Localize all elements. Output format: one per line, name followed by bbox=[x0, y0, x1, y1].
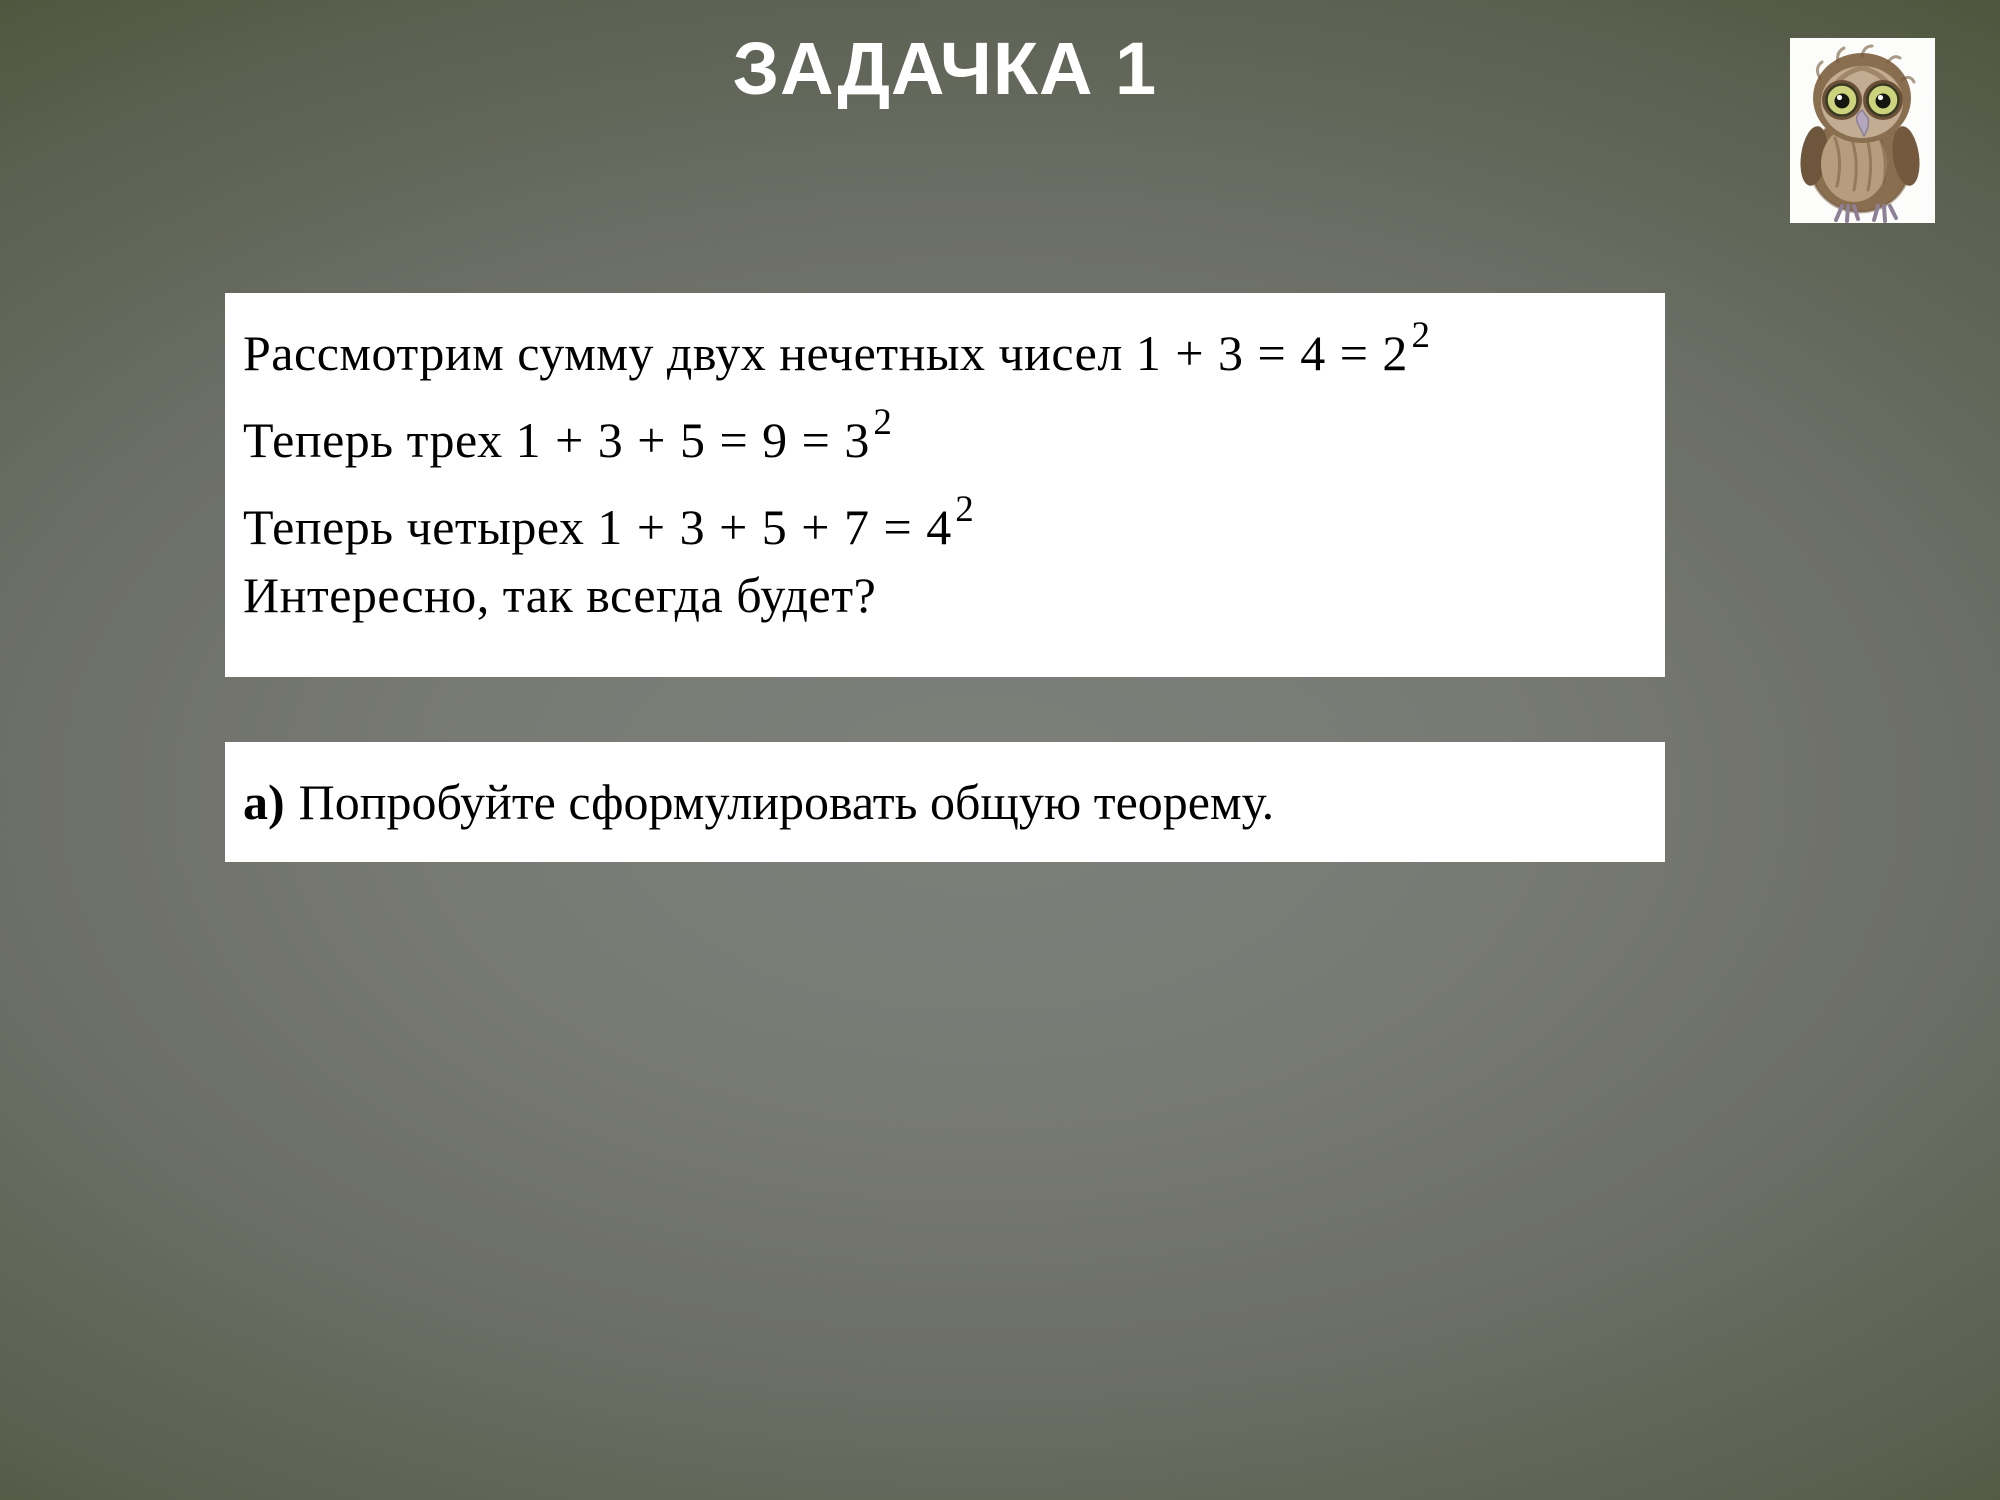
problem-line-exponent: 2 bbox=[1411, 315, 1431, 357]
problem-line bbox=[243, 567, 879, 623]
problem-line-text: Интересно, так всегда будет? bbox=[243, 567, 877, 623]
problem-line-exponent: 2 bbox=[873, 402, 893, 444]
problem-line-formula: 1 + 3 = 4 = 2 bbox=[1135, 325, 1409, 381]
task-text: Попробуйте сформулировать общую теорему. bbox=[298, 774, 1275, 830]
problem-line-text: Теперь четырех bbox=[243, 499, 598, 555]
problem-line-text: Рассмотрим сумму двух нечетных чисел bbox=[243, 325, 1136, 381]
task-item-label: а) bbox=[243, 774, 285, 830]
problem-line-exponent: 2 bbox=[955, 489, 975, 531]
task-box bbox=[225, 742, 1665, 862]
problem-line bbox=[243, 489, 975, 555]
problem-line bbox=[243, 402, 893, 468]
owl-image bbox=[1790, 38, 1935, 223]
problem-line bbox=[243, 315, 1431, 381]
problem-statement-box bbox=[225, 293, 1665, 677]
problem-line-text: Теперь трех bbox=[243, 412, 516, 468]
slide-title: ЗАДАЧКА 1 bbox=[732, 27, 1158, 110]
owl-icon bbox=[1790, 38, 1935, 223]
problem-line-formula: 1 + 3 + 5 = 9 = 3 bbox=[515, 412, 871, 468]
problem-line-formula: 1 + 3 + 5 + 7 = 4 bbox=[597, 499, 953, 555]
